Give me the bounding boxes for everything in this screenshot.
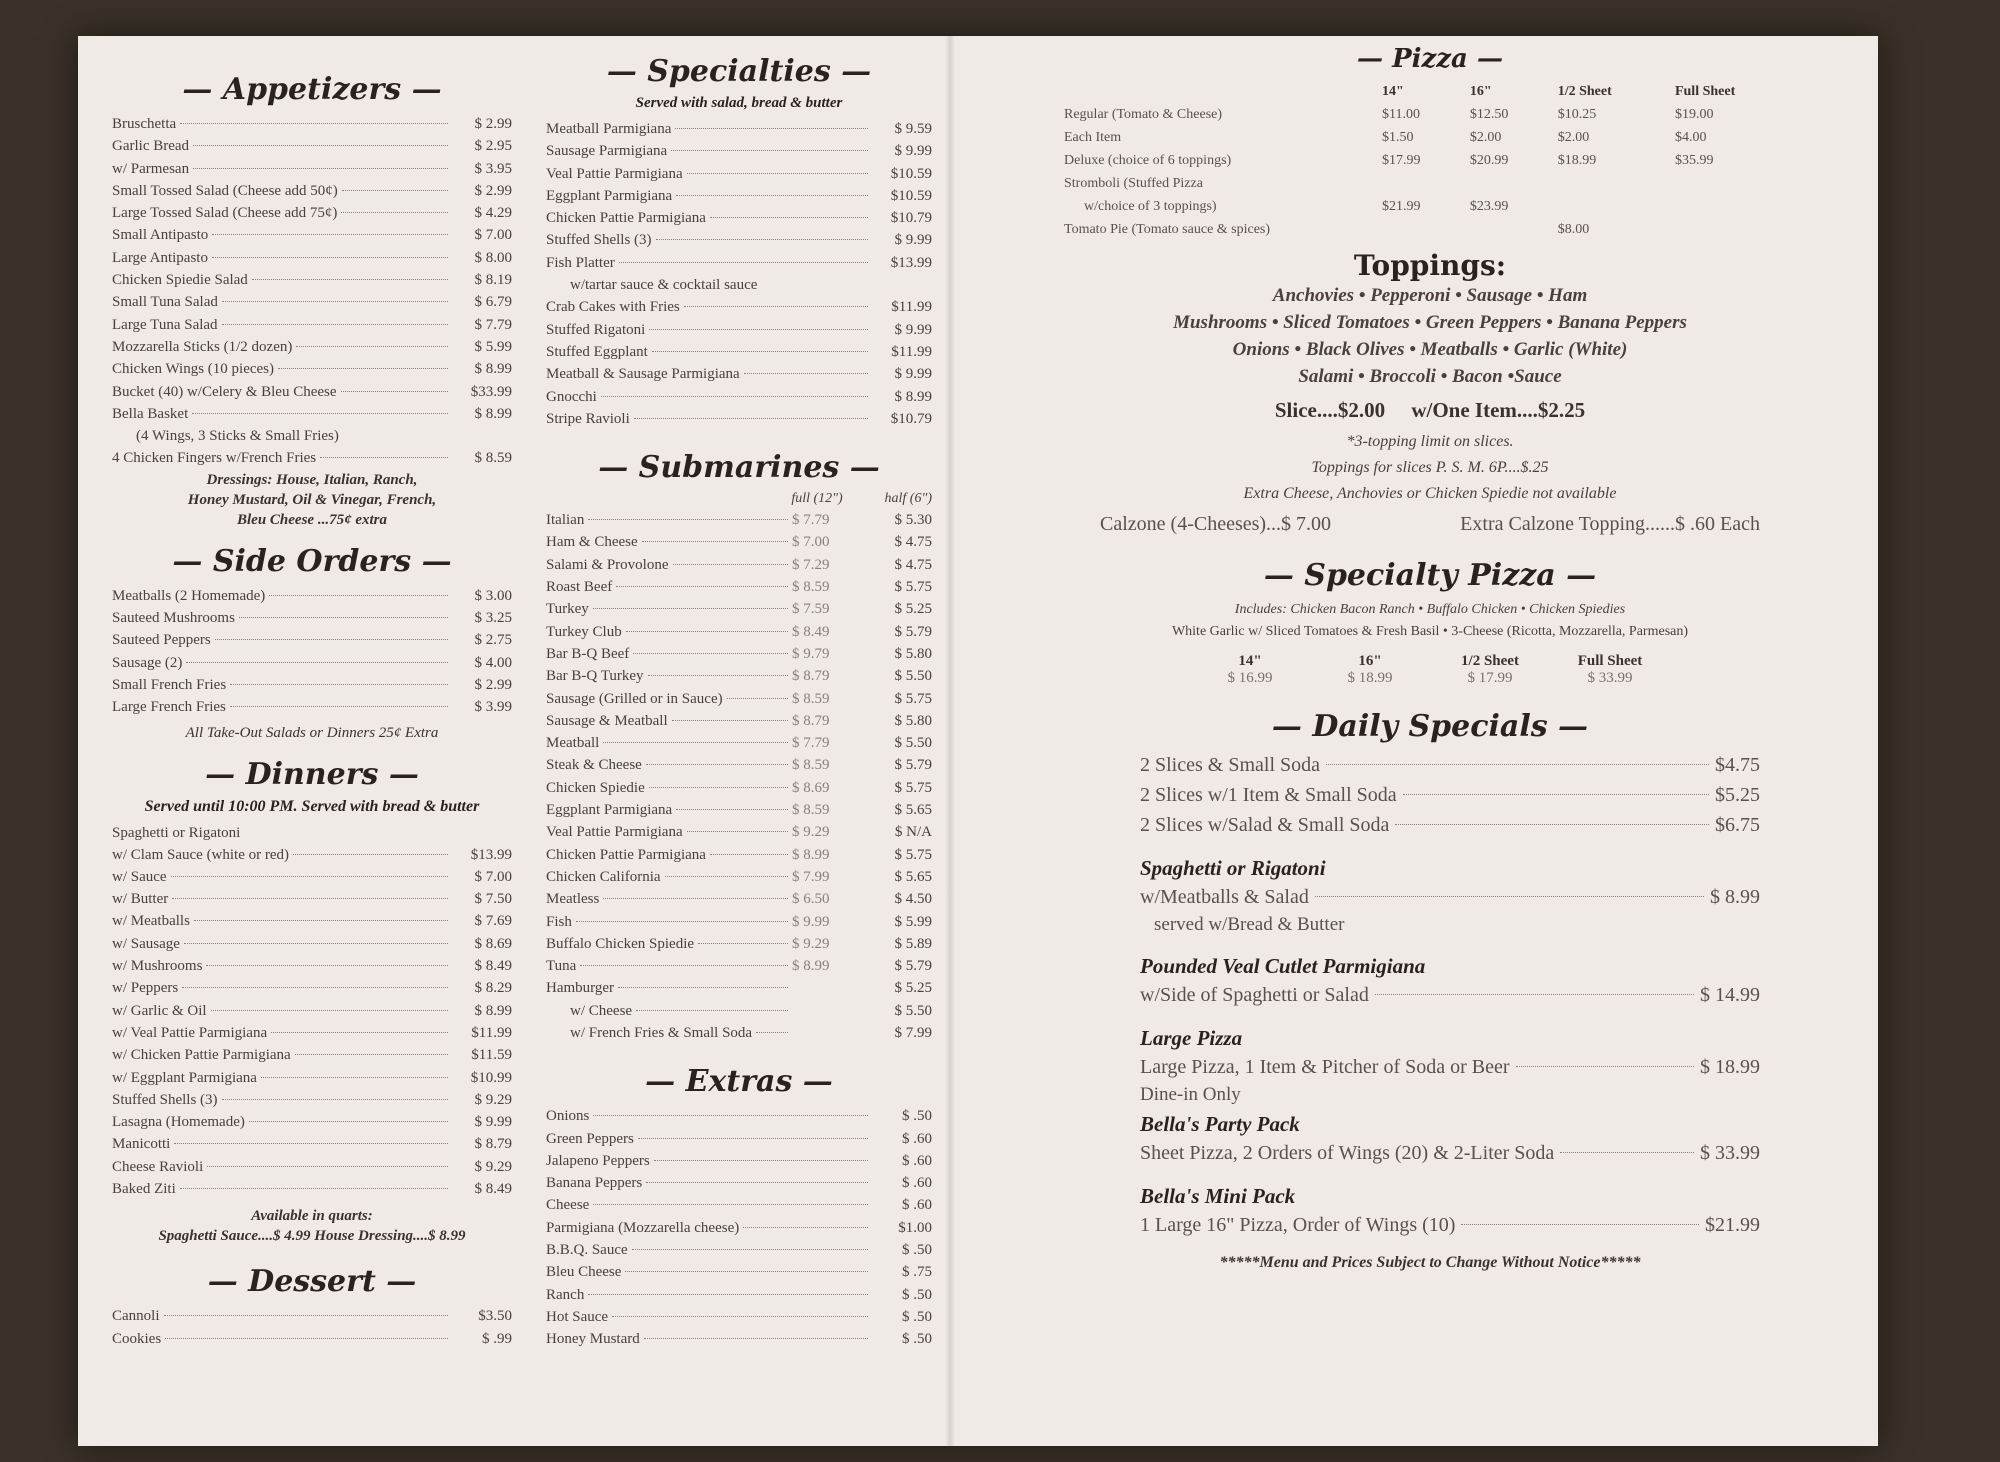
submarine-item: w/ Cheese $ 5.50 xyxy=(570,1002,932,1019)
submarine-item: Eggplant Parmigiana $ 8.59 $ 5.65 xyxy=(546,802,932,819)
extra-item: Ranch $ .50 xyxy=(546,1286,932,1303)
specialty-item: Veal Pattie Parmigiana $10.59 xyxy=(546,165,932,182)
large-pizza-special-title: Large Pizza xyxy=(1140,1026,1243,1050)
specialty-item: Meatball & Sausage Parmigiana $ 9.99 xyxy=(546,366,932,383)
dinners-list xyxy=(112,844,512,1201)
middle-column xyxy=(546,54,932,1351)
toppings-line: Anchovies • Pepperoni • Sausage • Ham xyxy=(1272,285,1588,306)
dessert-list xyxy=(112,1305,512,1350)
pizza-price-table xyxy=(1060,80,1800,241)
submarine-item: Ham & Cheese $ 7.00 $ 4.75 xyxy=(546,534,932,551)
daily-special-item: 2 Slices w/1 Item & Small Soda $5.25 xyxy=(1140,784,1760,806)
appetizer-item: Large Antipasto $ 8.00 xyxy=(112,249,512,266)
submarine-item: Buffalo Chicken Spiedie $ 9.29 $ 5.89 xyxy=(546,935,932,952)
extra-item: Bleu Cheese $ .75 xyxy=(546,1264,932,1281)
side-order-item: Sausage (2) $ 4.00 xyxy=(112,654,512,671)
submarine-item: Veal Pattie Parmigiana $ 9.29 $ N/A xyxy=(546,824,932,841)
chicken-fingers-item: 4 Chicken Fingers w/French Fries $ 8.59 xyxy=(112,450,512,467)
dessert-item: Cookies $ .99 xyxy=(112,1330,512,1347)
large-pizza-special: Large Pizza, 1 Item & Pitcher of Soda or Beer $ 18.99 xyxy=(1140,1056,1760,1078)
fish-platter-note: w/tartar sauce & cocktail sauce xyxy=(570,277,758,294)
dinner-item: Lasagna (Homemade) $ 9.99 xyxy=(112,1114,512,1131)
appetizer-item: Bruschetta $ 2.99 xyxy=(112,116,512,132)
toppings-list xyxy=(1060,282,1800,390)
appetizers-list xyxy=(112,113,512,425)
specialty-item: Stripe Ravioli $10.79 xyxy=(546,410,932,427)
quarts-note: Available in quarts: xyxy=(251,1208,373,1225)
pizza-row: Tomato Pie (Tomato sauce & spices) $8.00 xyxy=(1064,221,1590,237)
specialty-item: Stuffed Rigatoni $ 9.99 xyxy=(546,321,932,338)
appetizer-item: Small Antipasto $ 7.00 xyxy=(112,227,512,244)
daily-special-item: 2 Slices w/Salad & Small Soda $6.75 xyxy=(1140,814,1760,836)
specialty-item: Meatball Parmigiana $ 9.59 xyxy=(546,121,932,137)
not-available-note: Extra Cheese, Anchovies or Chicken Spiedie not available xyxy=(1243,485,1617,502)
submarines-title: — Submarines — xyxy=(598,450,880,486)
dinner-item: w/ Mushrooms $ 8.49 xyxy=(112,958,512,975)
calzone-extra: Extra Calzone Topping......$ .60 Each xyxy=(1460,513,1760,535)
bella-basket-note: (4 Wings, 3 Sticks & Small Fries) xyxy=(136,428,339,445)
submarine-item: w/ French Fries & Small Soda $ 7.99 xyxy=(570,1024,932,1041)
submarine-item: Chicken California $ 7.99 $ 5.65 xyxy=(546,868,932,885)
dinners-title: — Dinners — xyxy=(205,756,419,792)
specialties-list-2 xyxy=(546,296,932,430)
dinner-item: w/ Veal Pattie Parmigiana $11.99 xyxy=(112,1024,512,1041)
appetizer-item: w/ Parmesan $ 3.95 xyxy=(112,160,512,177)
dressings-note: Dressings: House, Italian, Ranch, Honey Mustard, Oil & Vinegar, French, Bleu Cheese ...75¢ extra xyxy=(187,471,437,528)
spaghetti-special: w/Meatballs & Salad $ 8.99 xyxy=(1140,886,1760,908)
dinner-item: w/ Peppers $ 8.29 xyxy=(112,980,512,997)
mini-pack-title: Bella's Mini Pack xyxy=(1140,1184,1296,1208)
extra-item: Banana Peppers $ .60 xyxy=(546,1175,932,1192)
pizza-row: w/choice of 3 toppings) $21.99 $23.99 xyxy=(1084,198,1509,214)
appetizer-item: Large Tossed Salad (Cheese add 75¢) $ 4.29 xyxy=(112,205,512,222)
appetizer-item: Bucket (40) w/Celery & Bleu Cheese $33.99 xyxy=(112,383,512,400)
slice-prices: Slice....$2.00 w/One Item....$2.25 xyxy=(1274,398,1586,422)
extra-item: Onions $ .50 xyxy=(546,1108,932,1125)
toppings-title: Toppings: xyxy=(1353,249,1507,282)
specialty-item: Crab Cakes with Fries $11.99 xyxy=(546,299,932,316)
appetizer-item: Bella Basket $ 8.99 xyxy=(112,405,512,422)
calzone-price: Calzone (4-Cheeses)...$ 7.00 xyxy=(1100,513,1332,535)
topping-limit-note: *3-topping limit on slices. xyxy=(1346,433,1514,450)
pizza-title: — Pizza — xyxy=(1357,44,1503,74)
appetizer-item: Small Tossed Salad (Cheese add 50¢) $ 2.99 xyxy=(112,182,512,199)
extra-item: Jalapeno Peppers $ .60 xyxy=(546,1152,932,1169)
menu-footer-note: *****Menu and Prices Subject to Change Without Notice***** xyxy=(1219,1254,1641,1271)
submarine-item: Salami & Provolone $ 7.29 $ 4.75 xyxy=(546,556,932,573)
daily-special-item: 2 Slices & Small Soda $4.75 xyxy=(1140,754,1760,776)
dine-in-note: Dine-in Only xyxy=(1140,1084,1241,1105)
submarine-item: Turkey Club $ 8.49 $ 5.79 xyxy=(546,623,932,640)
specialties-subtitle: Served with salad, bread & butter xyxy=(635,95,843,111)
daily-specials-simple xyxy=(1140,750,1760,840)
submarine-item: Sausage & Meatball $ 8.79 $ 5.80 xyxy=(546,712,932,729)
appetizer-item: Small Tuna Salad $ 6.79 xyxy=(112,294,512,311)
specialty-item: Fish Platter $13.99 xyxy=(546,254,932,271)
specialty-size-column: Full Sheet $ 33.99 xyxy=(1577,653,1643,686)
specialty-item: Stuffed Eggplant $11.99 xyxy=(546,343,932,360)
specialty-item: Gnocchi $ 8.99 xyxy=(546,388,932,405)
dinner-item: w/ Chicken Pattie Parmigiana $11.59 xyxy=(112,1047,512,1064)
calzone-line xyxy=(1060,513,1800,536)
menu-fold xyxy=(945,36,955,1446)
extras-list xyxy=(546,1105,932,1350)
submarine-item: Fish $ 9.99 $ 5.99 xyxy=(546,913,932,930)
side-order-item: Sauteed Peppers $ 2.75 xyxy=(112,632,512,649)
veal-special: w/Side of Spaghetti or Salad $ 14.99 xyxy=(1140,984,1760,1006)
specialty-pizza-title: — Specialty Pizza — xyxy=(1263,558,1597,593)
extra-item: Cheese $ .60 xyxy=(546,1197,932,1214)
toppings-line: Mushrooms • Sliced Tomatoes • Green Peppers • Banana Peppers xyxy=(1173,312,1687,333)
daily-specials-body xyxy=(1060,750,1800,1240)
specialty-size-column: 1/2 Sheet $ 17.99 xyxy=(1461,653,1519,686)
appetizers-title: — Appetizers — xyxy=(182,72,442,107)
appetizer-item: Chicken Spiedie Salad $ 8.19 xyxy=(112,272,512,289)
submarine-item: Tuna $ 8.99 $ 5.79 xyxy=(546,958,932,975)
extra-item: Green Peppers $ .60 xyxy=(546,1130,932,1147)
right-column xyxy=(1060,44,1800,1272)
submarine-item: Steak & Cheese $ 8.59 $ 5.79 xyxy=(546,757,932,774)
side-order-item: Sauteed Mushrooms $ 3.25 xyxy=(112,610,512,627)
dinner-item: w/ Eggplant Parmigiana $10.99 xyxy=(112,1069,512,1086)
pizza-size-header: 14" xyxy=(1382,83,1404,99)
specialty-includes: Includes: Chicken Bacon Ranch • Buffalo Chicken • Chicken Spiedies xyxy=(1234,602,1626,617)
sub-full-label: full (12") xyxy=(791,491,843,507)
submarine-item: Roast Beef $ 8.59 $ 5.75 xyxy=(546,579,932,596)
extra-item: Hot Sauce $ .50 xyxy=(546,1308,932,1325)
dinners-subtitle: Served until 10:00 PM. Served with bread & butter xyxy=(144,797,480,815)
specialty-item: Chicken Pattie Parmigiana $10.79 xyxy=(546,210,932,227)
submarine-item: Sausage (Grilled or in Sauce) $ 8.59 $ 5.75 xyxy=(546,690,932,707)
side-orders-list xyxy=(112,585,512,719)
dinner-item: w/ Sauce $ 7.00 xyxy=(112,868,512,885)
spaghetti-special-note: served w/Bread & Butter xyxy=(1154,914,1345,935)
pizza-row: Regular (Tomato & Cheese) $11.00 $12.50 $10.25 $19.00 xyxy=(1064,106,1714,122)
specialty-size-column: 16" $ 18.99 xyxy=(1347,653,1393,686)
daily-specials-title: — Daily Specials — xyxy=(1271,709,1589,744)
extra-item: Parmigiana (Mozzarella cheese) $1.00 xyxy=(546,1219,932,1236)
appetizer-item: Chicken Wings (10 pieces) $ 8.99 xyxy=(112,361,512,378)
submarine-item: Meatball $ 7.79 $ 5.50 xyxy=(546,735,932,752)
extras-title: — Extras — xyxy=(645,1064,833,1100)
extra-item: B.B.Q. Sauce $ .50 xyxy=(546,1242,932,1259)
side-orders-title: — Side Orders — xyxy=(172,543,452,579)
spaghetti-special-title: Spaghetti or Rigatoni xyxy=(1140,856,1326,880)
submarine-item: Bar B-Q Beef $ 9.79 $ 5.80 xyxy=(546,645,932,662)
pizza-size-header xyxy=(1060,80,1378,103)
sub-half-label: half (6") xyxy=(884,491,932,507)
extra-item: Honey Mustard $ .50 xyxy=(546,1331,932,1348)
dessert-title: — Dessert — xyxy=(207,1264,417,1300)
specialty-item: Sausage Parmigiana $ 9.99 xyxy=(546,143,932,160)
dinner-item: w/ Garlic & Oil $ 8.99 xyxy=(112,1002,512,1019)
pizza-row: Deluxe (choice of 6 toppings) $17.99 $20.99 $18.99 $35.99 xyxy=(1064,152,1714,168)
submarines-size-header xyxy=(546,491,932,507)
dinner-item: w/ Meatballs $ 7.69 xyxy=(112,913,512,930)
appetizer-item: Garlic Bread $ 2.95 xyxy=(112,138,512,155)
pizza-size-header: 1/2 Sheet xyxy=(1557,83,1612,99)
dinner-item: Manicotti $ 8.79 xyxy=(112,1136,512,1153)
side-order-item: Small French Fries $ 2.99 xyxy=(112,676,512,693)
specialty-includes-2: White Garlic w/ Sliced Tomatoes & Fresh Basil • 3-Cheese (Ricotta, Mozzarella, Parmesan) xyxy=(1171,624,1689,639)
toppings-line: Salami • Broccoli • Bacon •Sauce xyxy=(1298,366,1562,387)
toppings-line: Onions • Black Olives • Meatballs • Garlic (White) xyxy=(1232,339,1628,360)
submarine-item: Hamburger $ 5.25 xyxy=(546,980,932,997)
pizza-row: Stromboli (Stuffed Pizza xyxy=(1064,175,1203,191)
pizza-size-header: 16" xyxy=(1469,83,1492,99)
dinner-item: Stuffed Shells (3) $ 9.29 xyxy=(112,1091,512,1108)
dessert-item: Cannoli $3.50 xyxy=(112,1308,512,1325)
pizza-size-header: Full Sheet xyxy=(1674,83,1736,99)
quarts-items: Spaghetti Sauce....$ 4.99 House Dressing....$ 8.99 xyxy=(158,1228,466,1245)
side-order-item: Meatballs (2 Homemade) $ 3.00 xyxy=(112,587,512,604)
mini-pack-special: 1 Large 16" Pizza, Order of Wings (10) $21.99 xyxy=(1140,1214,1760,1236)
submarines-list xyxy=(546,509,932,1044)
submarine-item: Bar B-Q Turkey $ 8.79 $ 5.50 xyxy=(546,668,932,685)
submarine-item: Italian $ 7.79 $ 5.30 xyxy=(546,512,932,529)
party-pack-special: Sheet Pizza, 2 Orders of Wings (20) & 2-Liter Soda $ 33.99 xyxy=(1140,1142,1760,1164)
submarine-item: Chicken Pattie Parmigiana $ 8.99 $ 5.75 xyxy=(546,846,932,863)
dinner-item: w/ Butter $ 7.50 xyxy=(112,891,512,908)
submarine-item: Chicken Spiedie $ 8.69 $ 5.75 xyxy=(546,779,932,796)
pizza-row: Each Item $1.50 $2.00 $2.00 $4.00 xyxy=(1064,129,1707,145)
side-order-item: Large French Fries $ 3.99 xyxy=(112,699,512,716)
appetizer-item: Mozzarella Sticks (1/2 dozen) $ 5.99 xyxy=(112,338,512,355)
take-out-note: All Take-Out Salads or Dinners 25¢ Extra xyxy=(185,724,439,741)
slice-toppings-note: Toppings for slices P. S. M. 6P....$.25 xyxy=(1311,459,1549,476)
submarine-item: Turkey $ 7.59 $ 5.25 xyxy=(546,601,932,618)
specialties-title: — Specialties — xyxy=(606,54,872,89)
dinners-heading: Spaghetti or Rigatoni xyxy=(112,824,241,841)
specialty-item: Eggplant Parmigiana $10.59 xyxy=(546,187,932,204)
appetizer-item: Large Tuna Salad $ 7.79 xyxy=(112,316,512,333)
veal-special-title: Pounded Veal Cutlet Parmigiana xyxy=(1140,954,1426,978)
specialty-size-column: 14" $ 16.99 xyxy=(1227,653,1273,686)
party-pack-title: Bella's Party Pack xyxy=(1140,1112,1300,1136)
left-column xyxy=(112,72,512,1350)
specialties-list xyxy=(546,118,932,274)
dinner-item: w/ Sausage $ 8.69 xyxy=(112,935,512,952)
dinner-item: Baked Ziti $ 8.49 xyxy=(112,1180,512,1197)
dinner-item: Cheese Ravioli $ 9.29 xyxy=(112,1158,512,1175)
dinner-item: w/ Clam Sauce (white or red) $13.99 xyxy=(112,846,512,863)
specialty-item: Stuffed Shells (3) $ 9.99 xyxy=(546,232,932,249)
specialty-pizza-prices xyxy=(1060,653,1800,687)
submarine-item: Meatless $ 6.50 $ 4.50 xyxy=(546,891,932,908)
